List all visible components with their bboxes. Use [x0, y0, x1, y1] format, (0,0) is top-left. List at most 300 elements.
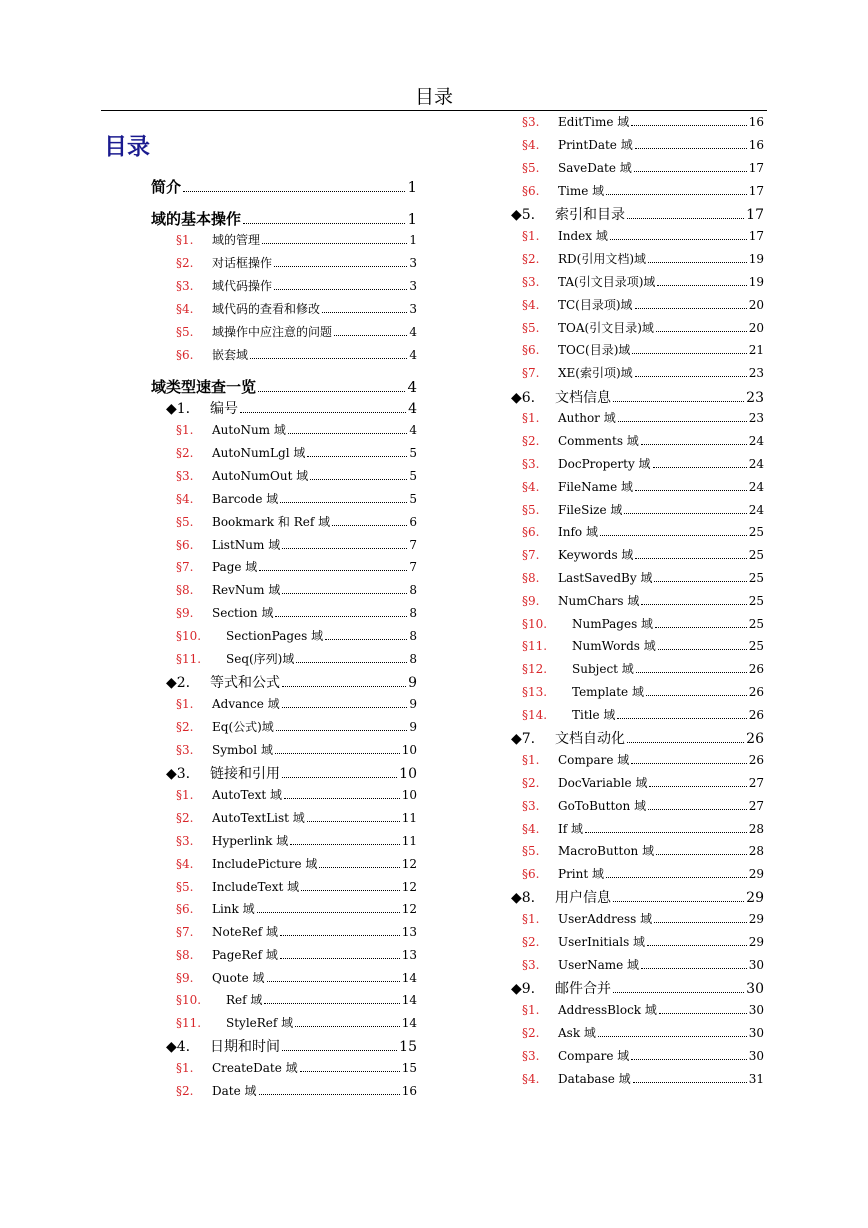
dot-leader	[258, 391, 405, 392]
toc-entry-text: Section 域	[212, 606, 274, 620]
dot-leader	[631, 125, 746, 126]
toc-entry[interactable]	[522, 1001, 764, 1021]
toc-entry[interactable]	[522, 478, 764, 498]
dot-leader	[262, 243, 407, 244]
toc-entry-text: EditTime 域	[558, 115, 630, 129]
dot-leader	[606, 194, 747, 195]
toc-entry[interactable]	[176, 604, 417, 624]
section-number: §11.	[176, 1016, 202, 1030]
page-number: 26	[746, 731, 764, 747]
toc-entry[interactable]	[176, 650, 417, 670]
section-number: §2.	[176, 1084, 194, 1098]
toc-entry[interactable]	[511, 887, 764, 907]
toc-entry-text: StyleRef 域	[226, 1016, 294, 1030]
toc-entry[interactable]	[176, 467, 417, 487]
section-number: §3.	[522, 1049, 540, 1063]
toc-entry[interactable]	[176, 969, 417, 989]
section-number: §2.	[176, 446, 194, 460]
toc-entry[interactable]	[522, 1070, 764, 1090]
section-number: §13.	[522, 685, 548, 699]
toc-entry[interactable]	[522, 774, 764, 794]
toc-entry-text: SaveDate 域	[558, 161, 632, 175]
page-number: 25	[748, 571, 764, 585]
page-number: 4	[409, 348, 417, 362]
toc-entry-text: Keywords 域	[558, 548, 634, 562]
toc-title: 目录	[104, 134, 150, 160]
page-number: 15	[399, 1039, 417, 1055]
page-number: 17	[748, 161, 764, 175]
toc-entry-text: AutoNumOut 域	[212, 469, 309, 483]
toc-entry[interactable]	[522, 432, 764, 452]
dot-leader	[280, 958, 400, 959]
dot-leader	[648, 262, 747, 263]
section-number: §5.	[522, 503, 540, 517]
dot-leader	[656, 331, 747, 332]
section-number: §5.	[522, 161, 540, 175]
toc-entry-text: Seq(序列)域	[226, 652, 295, 666]
toc-entry-text: Eq(公式)域	[212, 720, 274, 734]
page-number: 17	[746, 207, 764, 223]
toc-entry-text: RevNum 域	[212, 583, 281, 597]
page-number: 29	[748, 935, 764, 949]
page-number: 16	[748, 138, 764, 152]
toc-entry[interactable]	[166, 763, 417, 783]
toc-entry[interactable]	[176, 832, 417, 852]
toc-entry-text: Symbol 域	[212, 743, 273, 757]
dot-leader	[613, 401, 744, 402]
dot-leader	[656, 854, 747, 855]
toc-entry-text: UserName 域	[558, 958, 640, 972]
toc-entry[interactable]	[522, 341, 764, 361]
toc-entry[interactable]	[522, 455, 764, 475]
toc-entry[interactable]	[176, 878, 417, 898]
dot-leader	[259, 570, 407, 571]
dot-leader	[280, 935, 400, 936]
toc-entry[interactable]	[176, 1014, 417, 1034]
page-number: 13	[401, 948, 417, 962]
page-number: 14	[401, 993, 417, 1007]
toc-entry[interactable]	[522, 660, 764, 680]
page-number: 5	[409, 469, 417, 483]
section-number: §7.	[176, 925, 194, 939]
toc-entry[interactable]	[176, 231, 417, 251]
toc-entry-text: 邮件合并	[555, 981, 611, 997]
toc-entry[interactable]	[176, 581, 417, 601]
dot-leader	[282, 548, 407, 549]
toc-entry[interactable]	[522, 523, 764, 543]
section-number: §3.	[522, 457, 540, 471]
dot-leader	[636, 672, 747, 673]
toc-entry[interactable]	[176, 695, 417, 715]
page-number: 1	[407, 210, 417, 228]
page-number: 4	[407, 378, 417, 396]
toc-entry[interactable]	[511, 978, 764, 998]
section-number: §8.	[176, 948, 194, 962]
toc-entry-text: Subject 域	[572, 662, 634, 676]
dot-leader	[275, 616, 407, 617]
page-number: 30	[746, 981, 764, 997]
section-number: §2.	[522, 434, 540, 448]
toc-entry[interactable]	[522, 933, 764, 953]
toc-entry[interactable]	[151, 376, 417, 396]
section-number: §1.	[522, 753, 540, 767]
dot-leader	[649, 786, 746, 787]
section-number: §5.	[176, 515, 194, 529]
page-number: 9	[408, 675, 417, 691]
toc-entry-text: 对话框操作	[212, 256, 273, 270]
dot-leader	[618, 421, 747, 422]
toc-entry[interactable]	[522, 706, 764, 726]
toc-entry[interactable]	[176, 490, 417, 510]
toc-entry-text: SectionPages 域	[226, 629, 324, 643]
dot-leader	[280, 502, 407, 503]
section-number: §8.	[522, 571, 540, 585]
dot-leader	[610, 239, 747, 240]
toc-entry[interactable]	[176, 513, 417, 533]
toc-entry-text: UserInitials 域	[558, 935, 646, 949]
toc-entry-text: PageRef 域	[212, 948, 278, 962]
section-number: §10.	[176, 993, 202, 1007]
section-number: §4.	[176, 492, 194, 506]
dot-leader	[657, 285, 746, 286]
section-number: §5.	[522, 844, 540, 858]
page-number: 26	[748, 685, 764, 699]
dot-leader	[635, 490, 747, 491]
toc-entry-text: Quote 域	[212, 971, 265, 985]
toc-entry[interactable]	[511, 204, 764, 224]
toc-entry-text: NumWords 域	[572, 639, 656, 653]
page-number: 23	[746, 390, 764, 406]
dot-leader	[647, 945, 747, 946]
toc-entry[interactable]	[522, 364, 764, 384]
dot-leader	[606, 877, 747, 878]
toc-entry-text: Template 域	[572, 685, 644, 699]
dot-leader	[617, 718, 746, 719]
page-number: 24	[748, 457, 764, 471]
page-number: 4	[409, 325, 417, 339]
toc-entry[interactable]	[176, 718, 417, 738]
section-number: §3.	[522, 275, 540, 289]
section-number: §3.	[522, 958, 540, 972]
toc-entry[interactable]	[176, 536, 417, 556]
page-number: 16	[748, 115, 764, 129]
page-number: 26	[748, 662, 764, 676]
toc-entry-text: 域代码的查看和修改	[212, 302, 321, 316]
toc-entry[interactable]	[522, 319, 764, 339]
section-number: §10.	[522, 617, 548, 631]
toc-entry[interactable]	[522, 501, 764, 521]
toc-entry[interactable]	[522, 273, 764, 293]
dot-leader	[275, 753, 400, 754]
section-number: §4.	[522, 1072, 540, 1086]
toc-entry-text: RD(引用文档)域	[558, 252, 647, 266]
section-number: §7.	[522, 366, 540, 380]
page-number: 12	[401, 880, 417, 894]
toc-entry-text: AutoTextList 域	[212, 811, 305, 825]
page-number: 23	[748, 411, 764, 425]
toc-entry[interactable]	[522, 569, 764, 589]
section-number: §14.	[522, 708, 548, 722]
section-number: §4.	[522, 480, 540, 494]
toc-entry[interactable]	[522, 113, 764, 133]
toc-entry[interactable]	[176, 1059, 417, 1079]
toc-entry-text: FileName 域	[558, 480, 634, 494]
toc-entry[interactable]	[176, 900, 417, 920]
section-number: §4.	[522, 822, 540, 836]
dot-leader	[613, 992, 744, 993]
section-number: §9.	[176, 606, 194, 620]
toc-entry-text: 等式和公式	[210, 675, 280, 691]
toc-entry[interactable]	[176, 254, 417, 274]
page-number: 20	[748, 321, 764, 335]
page-number: 14	[401, 1016, 417, 1030]
section-number: §3.	[176, 743, 194, 757]
page-number: 19	[748, 252, 764, 266]
page-number: 8	[409, 629, 417, 643]
section-number: §1.	[522, 229, 540, 243]
dot-leader	[282, 707, 408, 708]
page-number: 28	[748, 822, 764, 836]
toc-entry-text: DocProperty 域	[558, 457, 651, 471]
page-number: 5	[409, 492, 417, 506]
page-number: 1	[407, 178, 417, 196]
page-number: 25	[748, 548, 764, 562]
section-number: §3.	[522, 799, 540, 813]
dot-leader	[288, 433, 407, 434]
section-number: §9.	[522, 594, 540, 608]
section-number: §5.	[176, 325, 194, 339]
dot-leader	[631, 763, 746, 764]
toc-entry[interactable]	[166, 398, 417, 418]
page-number: 28	[748, 844, 764, 858]
toc-entry-text: NoteRef 域	[212, 925, 279, 939]
toc-entry-text: 文档信息	[555, 390, 611, 406]
dot-leader	[307, 456, 407, 457]
toc-entry-text: 链接和引用	[210, 766, 280, 782]
page-number: 17	[748, 229, 764, 243]
section-number: §10.	[176, 629, 202, 643]
toc-entry[interactable]	[176, 627, 417, 647]
toc-entry[interactable]	[522, 546, 764, 566]
dot-leader	[319, 867, 399, 868]
section-number: §11.	[176, 652, 202, 666]
page-number: 7	[409, 560, 417, 574]
toc-entry[interactable]	[176, 421, 417, 441]
toc-entry[interactable]	[522, 910, 764, 930]
section-number: §1.	[522, 1003, 540, 1017]
section-number: §7.	[522, 548, 540, 562]
toc-entry[interactable]	[176, 741, 417, 761]
toc-entry[interactable]	[522, 409, 764, 429]
section-number: §6.	[176, 348, 194, 362]
dot-leader	[296, 662, 407, 663]
page-number: 8	[409, 652, 417, 666]
dot-leader	[322, 312, 407, 313]
dot-leader	[334, 335, 407, 336]
dot-leader	[627, 742, 744, 743]
section-number: §2.	[522, 935, 540, 949]
diamond-bullet-number: ◆2.	[166, 675, 191, 691]
toc-entry[interactable]	[176, 323, 417, 343]
page-number: 11	[401, 834, 417, 848]
toc-entry[interactable]	[522, 159, 764, 179]
section-number: §1.	[522, 912, 540, 926]
page-number: 4	[408, 401, 417, 417]
toc-entry[interactable]	[166, 1036, 417, 1056]
toc-entry-text: Print 域	[558, 867, 605, 881]
dot-leader	[290, 844, 399, 845]
toc-entry[interactable]	[522, 797, 764, 817]
toc-entry[interactable]	[522, 1024, 764, 1044]
dot-leader	[613, 901, 744, 902]
page-number: 25	[748, 639, 764, 653]
toc-entry[interactable]	[522, 1047, 764, 1067]
toc-entry-text: Compare 域	[558, 1049, 630, 1063]
toc-entry-text: TOC(目录)域	[558, 343, 631, 357]
toc-entry-text: Info 域	[558, 525, 598, 539]
section-number: §2.	[176, 720, 194, 734]
toc-entry-text: Author 域	[558, 411, 616, 425]
page-number: 11	[401, 811, 417, 825]
toc-entry[interactable]	[176, 923, 417, 943]
toc-entry-text: AutoText 域	[212, 788, 283, 802]
toc-entry-text: 域代码操作	[212, 279, 273, 293]
section-number: §3.	[176, 834, 194, 848]
toc-entry-text: Title 域	[572, 708, 616, 722]
toc-entry[interactable]	[522, 296, 764, 316]
dot-leader	[267, 981, 400, 982]
section-number: §2.	[176, 811, 194, 825]
page-number: 10	[399, 766, 417, 782]
dot-leader	[284, 798, 400, 799]
toc-entry[interactable]	[522, 956, 764, 976]
toc-entry[interactable]	[522, 683, 764, 703]
toc-entry-text: 简介	[151, 178, 182, 196]
toc-entry-text: 日期和时间	[210, 1039, 280, 1055]
dot-leader	[648, 809, 747, 810]
page-number: 3	[409, 256, 417, 270]
section-number: §12.	[522, 662, 548, 676]
dot-leader	[243, 223, 405, 224]
dot-leader	[635, 376, 747, 377]
diamond-bullet-number: ◆4.	[166, 1039, 191, 1055]
section-number: §2.	[522, 252, 540, 266]
toc-entry[interactable]	[176, 346, 417, 366]
section-number: §1.	[176, 1061, 194, 1075]
toc-entry-text: FileSize 域	[558, 503, 623, 517]
toc-entry-text: AutoNumLgl 域	[212, 446, 306, 460]
toc-entry[interactable]	[176, 855, 417, 875]
toc-entry-text: Date 域	[212, 1084, 257, 1098]
toc-entry[interactable]	[176, 991, 417, 1011]
toc-entry[interactable]	[511, 728, 764, 748]
toc-entry-text: Advance 域	[212, 697, 280, 711]
toc-entry[interactable]	[151, 208, 417, 228]
toc-entry[interactable]	[176, 786, 417, 806]
toc-entry[interactable]	[176, 300, 417, 320]
diamond-bullet-number: ◆9.	[511, 981, 536, 997]
toc-entry-text: 域的管理	[212, 233, 261, 247]
dot-leader	[259, 1094, 400, 1095]
toc-entry[interactable]	[176, 444, 417, 464]
page-number: 20	[748, 298, 764, 312]
page-number: 12	[401, 857, 417, 871]
toc-entry[interactable]	[166, 672, 417, 692]
dot-leader	[631, 1059, 746, 1060]
diamond-bullet-number: ◆5.	[511, 207, 536, 223]
dot-leader	[276, 730, 408, 731]
toc-entry-text: XE(索引项)域	[558, 366, 633, 380]
toc-entry[interactable]	[522, 250, 764, 270]
header-rule	[101, 110, 767, 111]
toc-entry-text: Ref 域	[226, 993, 263, 1007]
dot-leader	[635, 308, 747, 309]
section-number: §1.	[176, 423, 194, 437]
toc-entry[interactable]	[522, 182, 764, 202]
toc-entry[interactable]	[176, 1082, 417, 1102]
section-number: §3.	[176, 279, 194, 293]
toc-entry-text: CreateDate 域	[212, 1061, 298, 1075]
toc-entry[interactable]	[176, 946, 417, 966]
toc-entry[interactable]	[522, 842, 764, 862]
section-number: §2.	[522, 776, 540, 790]
toc-entry[interactable]	[511, 387, 764, 407]
page-number: 3	[409, 302, 417, 316]
toc-entry[interactable]	[522, 592, 764, 612]
toc-entry[interactable]	[522, 227, 764, 247]
toc-entry[interactable]	[522, 865, 764, 885]
section-number: §4.	[176, 857, 194, 871]
toc-entry[interactable]	[522, 820, 764, 840]
toc-entry[interactable]	[176, 277, 417, 297]
toc-entry-text: Time 域	[558, 184, 605, 198]
page-number: 14	[401, 971, 417, 985]
dot-leader	[646, 695, 747, 696]
toc-entry-text: GoToButton 域	[558, 799, 647, 813]
toc-entry[interactable]	[522, 751, 764, 771]
page-number: 24	[748, 480, 764, 494]
dot-leader	[641, 968, 747, 969]
dot-leader	[598, 1036, 747, 1037]
toc-entry-text: Barcode 域	[212, 492, 279, 506]
section-number: §6.	[522, 343, 540, 357]
toc-entry-text: IncludeText 域	[212, 880, 300, 894]
toc-entry[interactable]	[522, 637, 764, 657]
toc-entry[interactable]	[522, 615, 764, 635]
page-number: 29	[748, 867, 764, 881]
toc-entry[interactable]	[151, 176, 417, 196]
dot-leader	[282, 777, 397, 778]
dot-leader	[300, 1071, 400, 1072]
page-number: 7	[409, 538, 417, 552]
section-number: §1.	[176, 788, 194, 802]
dot-leader	[585, 832, 747, 833]
toc-entry[interactable]	[176, 558, 417, 578]
page-number: 27	[748, 799, 764, 813]
diamond-bullet-number: ◆7.	[511, 731, 536, 747]
toc-entry-text: AutoNum 域	[212, 423, 286, 437]
page-number: 31	[748, 1072, 764, 1086]
dot-leader	[655, 627, 747, 628]
page-number: 10	[401, 788, 417, 802]
toc-entry-text: NumPages 域	[572, 617, 654, 631]
toc-entry[interactable]	[176, 809, 417, 829]
dot-leader	[282, 1050, 397, 1051]
toc-entry-text: IncludePicture 域	[212, 857, 318, 871]
page-number: 24	[748, 503, 764, 517]
section-number: §4.	[522, 298, 540, 312]
toc-entry[interactable]	[522, 136, 764, 156]
